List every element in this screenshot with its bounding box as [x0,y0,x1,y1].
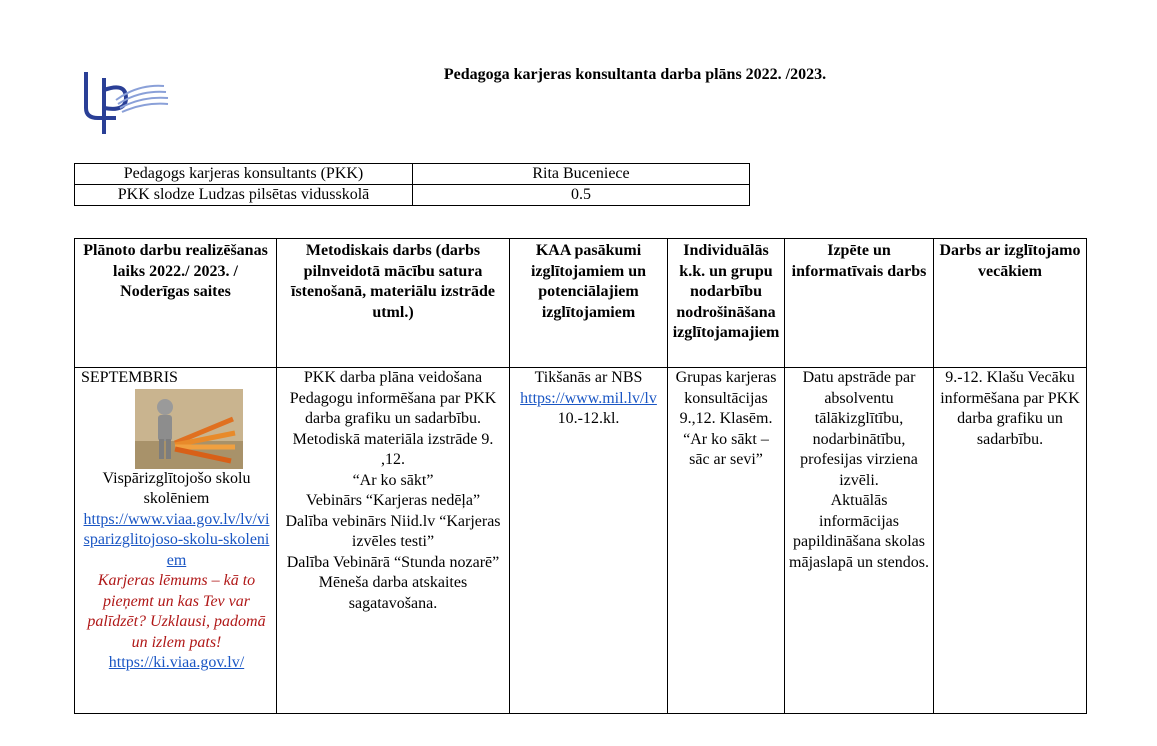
list-item: Aktuālās informācijas papildināšana skolas mājaslapā un stendos. [789,492,929,571]
parents-text: 9.-12. Klašu Vecāku informēšana par PKK darba grafiku un sadarbību. [940,369,1080,448]
info-value: 0.5 [413,185,750,206]
kaa-grades: 10.-12.kl. [557,410,620,427]
month-label: SEPTEMBRIS [81,369,178,386]
list-item: “Ar ko sākt” [352,471,434,489]
header-kaa: KAA pasākumi izglītojamiem un potenciālajiem izglītojamiem [510,239,668,368]
list-item: Pedagogu informēšana par PKK darba grafiku un sadarbību. [289,389,497,427]
plan-table [74,238,1087,714]
list-item: Dalība vebinārs Niid.lv “Karjeras izvēles testi” [285,512,501,550]
list-item: Vebinārs “Karjeras nedēļa” [305,492,481,509]
viaa-link[interactable]: https://www.viaa.gov.lv/lv/visparizglitojoso-skolu-skoleniem [83,510,270,569]
table-row [75,368,1087,714]
cell-research [785,368,934,714]
cell-individual [668,368,785,714]
cell-time [75,368,277,714]
school-logo [76,70,172,136]
info-row [75,164,750,185]
info-table [74,163,750,206]
header-time: Plānoto darbu realizēšanas laiks 2022./ 2023. / Noderīgas saites [75,239,277,368]
career-choice-image [135,389,243,469]
kaa-text: Tikšanās ar NBS [534,369,643,386]
ki-viaa-link[interactable]: https://ki.viaa.gov.lv/ [108,654,245,671]
header-research: Izpēte un informatīvais darbs [785,239,934,368]
list-item: Mēneša darba atskaites sagatavošana. [318,574,468,612]
cell-kaa [510,368,668,714]
audience-text: Vispārizglītojošo skolu skolēniem [102,469,251,507]
info-row [75,185,750,206]
career-decision-text: Karjeras lēmums – kā to pieņemt un kas Tev var palīdzēt? Uzklausi, padomā un izlem pats! [87,572,266,651]
plan-header-row [75,239,1087,368]
info-label: Pedagogs karjeras konsultants (PKK) [75,164,413,185]
info-value: Rita Buceniece [413,164,750,185]
list-item: Dalība Vebinārā “Stunda nozarē” [286,553,500,571]
cell-parents [934,368,1087,714]
list-item: Metodiskā materiāla izstrāde 9. ,12. [292,430,494,468]
header-parents: Darbs ar izglītojamo vecākiem [934,239,1087,368]
page-title: Pedagoga karjeras konsultanta darba plāns 2022. /2023. [443,66,827,83]
list-item: Datu apstrāde par absolventu tālākizglītību, nodarbinātību, profesijas virziena izvēli. [800,369,918,489]
cell-methodical [277,368,510,714]
mil-link[interactable]: https://www.mil.lv/lv [520,389,657,407]
info-label: PKK slodze Ludzas pilsētas vidusskolā [75,185,413,206]
header-individual: Individuālās k.k. un grupu nodarbību nodrošināšana izglītojamajiem [668,239,785,368]
list-item: PKK darba plāna veidošana [303,369,483,386]
header-methodical: Metodiskais darbs (darbs pilnveidotā mācību satura īstenošanā, materiālu izstrāde utml.) [277,239,510,368]
individual-text: Grupas karjeras konsultācijas 9.,12. Klasēm. “Ar ko sākt – sāc ar sevi” [675,369,777,468]
